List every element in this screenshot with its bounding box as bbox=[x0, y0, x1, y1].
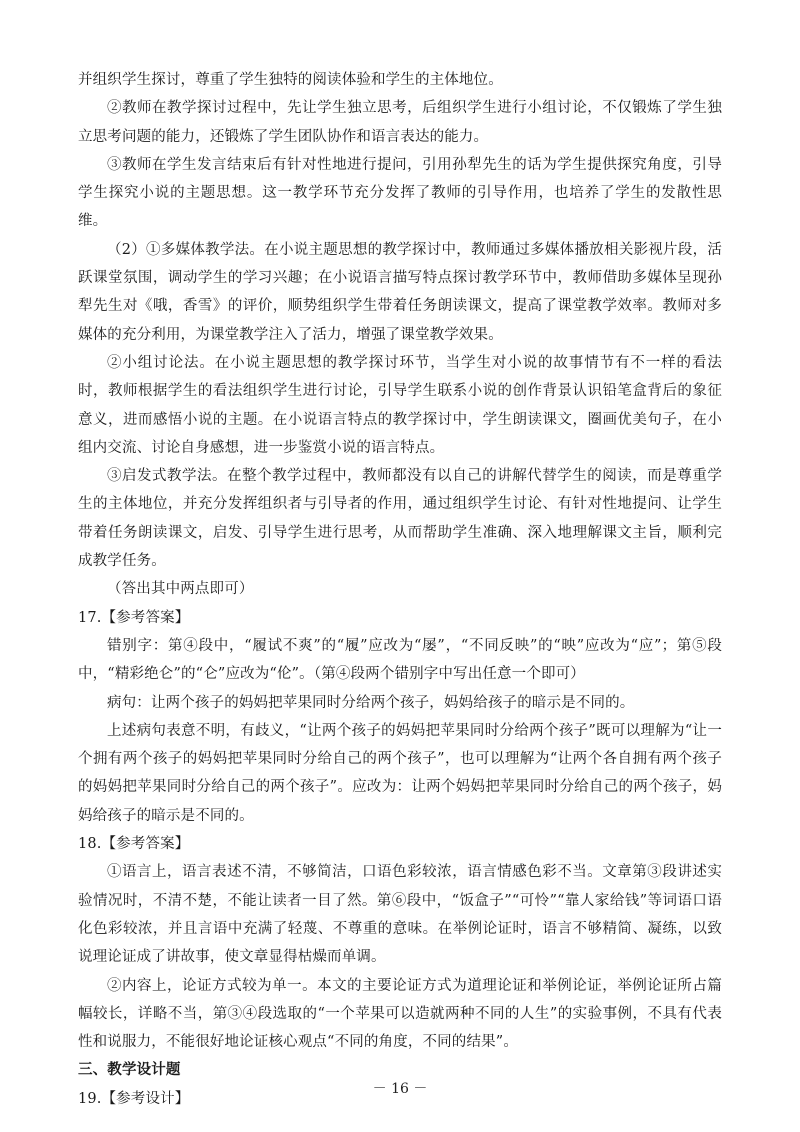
paragraph: ②内容上，论证方式较为单一。本文的主要论证方式为道理论证和举例论证，举例论证所占篇幅较长，详略不当，第③④段选取的“一个苹果可以造就两种不同的人生”的实验事例，不具有代表性和说服力，不能很好地论证核心观点“不同的角度，不同的结果”。 bbox=[78, 977, 722, 1051]
section-heading: 三、教学设计题 bbox=[78, 1061, 181, 1079]
paragraph: ②教师在教学探讨过程中，先让学生独立思考，后组织学生进行小组讨论，不仅锻炼了学生独立思考问题的能力，还锻炼了学生团队协作和语言表达的能力。 bbox=[78, 100, 722, 145]
answer-heading-18: 18.【参考答案】 bbox=[78, 836, 190, 853]
paragraph: 错别字：第④段中，“履试不爽”的“履”应改为“屡”，“不同反映”的“映”应改为“应”；第⑤段中，“精彩绝仑”的“仑”应改为“伦”。（第④段两个错别字中写出任意一个即可） bbox=[78, 637, 722, 683]
paragraph: ②小组讨论法。在小说主题思想的教学探讨环节，当学生对小说的故事情节有不一样的看法时，教师根据学生的看法组织学生进行讨论，引导学生联系小说的创作背景认识铅笔盒背后的象征意义，进而感悟小说的主题。在小说语言特点的教学探讨中，学生朗读课文，圈画优美句子，在小组内交流、讨论自身感想，进一步鉴赏小说的语言特点。 bbox=[78, 354, 722, 456]
document-body bbox=[78, 66, 722, 1113]
paragraph: ③教师在学生发言结束后有针对性地进行提问，引用孙犁先生的话为学生提供探究角度，引导学生探究小说的主题思想。这一教学环节充分发挥了教师的引导作用，也培养了学生的发散性思维。 bbox=[78, 156, 722, 230]
paragraph: ③启发式教学法。在整个教学过程中，教师都没有以自己的讲解代替学生的阅读，而是尊重学生的主体地位，并充分发挥组织者与引导者的作用，通过组织学生讨论、有针对性地提问、让学生带着任务朗读课文，启发、引导学生进行思考，从而帮助学生准确、深入地理解课文主旨，顺利完成教学任务。 bbox=[78, 468, 722, 570]
paragraph: 病句：让两个孩子的妈妈把苹果同时分给两个孩子，妈妈给孩子的暗示是不同的。 bbox=[107, 694, 635, 711]
paragraph: ①语言上，语言表述不清，不够简洁，口语色彩较浓，语言情感色彩不当。文章第③段讲述实验情况时，不清不楚，不能让读者一目了然。第⑥段中，“饭盒子”“可怜”“靠人家给钱”等词语口语化色彩较浓，并且言语中充满了轻蔑、不尊重的意味。在举例论证时，语言不够精简、凝练，以致说理论证成了讲故事，使文章显得枯燥而单调。 bbox=[78, 864, 722, 966]
page-number: － 16 － bbox=[372, 1081, 428, 1097]
paragraph: 上述病句表意不明，有歧义，“让两个孩子的妈妈把苹果同时分给两个孩子”既可以理解为“让一个拥有两个孩子的妈妈把苹果同时分给自己的两个孩子”，也可以理解为“让两个各自拥有两个孩子的妈妈把苹果同时分给自己的两个孩子”。应改为：让两个妈妈把苹果同时分给自己的两个孩子，妈妈给孩子的暗示是不同的。 bbox=[78, 722, 722, 824]
answer-heading-19: 19.【参考设计】 bbox=[78, 1090, 190, 1107]
paragraph: （2）①多媒体教学法。在小说主题思想的教学探讨中，教师通过多媒体播放相关影视片段，活跃课堂氛围，调动学生的学习兴趣；在小说语言描写特点探讨教学环节中，教师借助多媒体呈现孙犁先生对《哦，香雪》的评价，顺势组织学生带着任务朗读课文，提高了课堂教学效率。教师对多媒体的充分利用，为课堂教学注入了活力，增强了课堂教学效果。 bbox=[78, 241, 722, 343]
answer-heading-17: 17.【参考答案】 bbox=[78, 609, 190, 626]
paragraph-note: （答出其中两点即可） bbox=[107, 581, 254, 598]
paragraph: 并组织学生探讨，尊重了学生独特的阅读体验和学生的主体地位。 bbox=[78, 72, 503, 88]
